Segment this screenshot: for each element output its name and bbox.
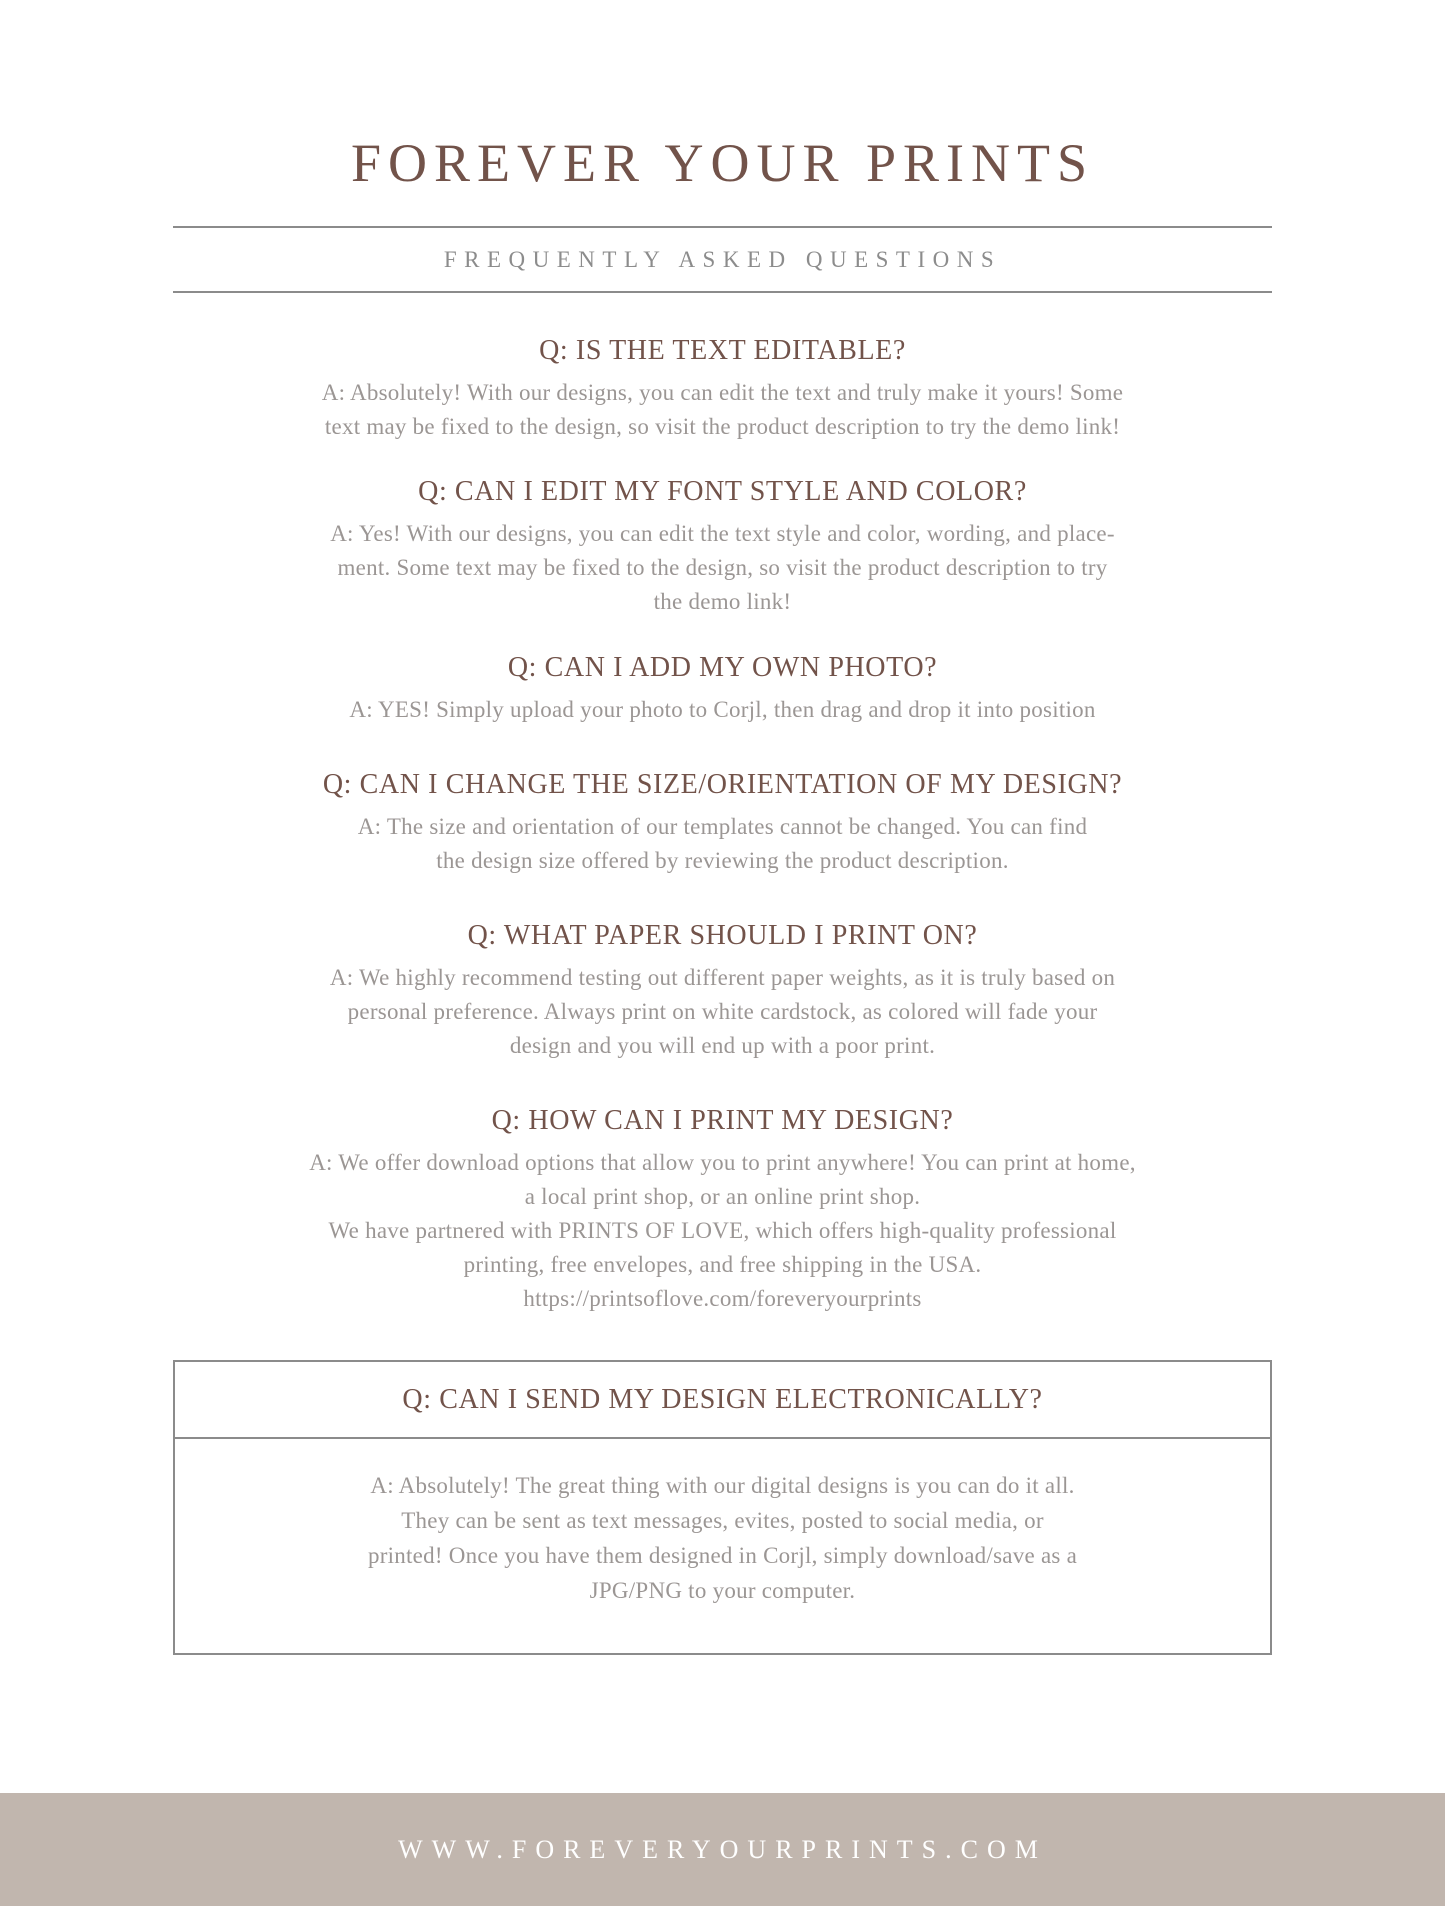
faq-question: Q: CAN I CHANGE THE SIZE/ORIENTATION OF MY DESIGN?	[322, 768, 1123, 800]
faq-answer	[173, 961, 1272, 1063]
boxed-faq-header	[175, 1362, 1270, 1439]
divider-bottom	[173, 291, 1272, 293]
page-title: FOREVER YOUR PRINTS	[350, 133, 1095, 194]
faq-question: Q: CAN I EDIT MY FONT STYLE AND COLOR?	[418, 476, 1027, 508]
faq-answer	[173, 810, 1272, 878]
boxed-faq	[173, 1360, 1272, 1655]
faq-answer-line: a local print shop, or an online print shop.	[524, 1183, 921, 1209]
boxed-faq-answer	[215, 1469, 1230, 1609]
boxed-faq-answer-line: printed! Once you have them designed in Corjl, simply download/save as a	[367, 1542, 1078, 1568]
faq-answer-line: the demo link!	[653, 589, 792, 615]
printsoflove-link[interactable]: https://printsoflove.com/foreveryourprints	[523, 1285, 922, 1311]
faq-answer-line: personal preference. Always print on white cardstock, as colored will fade your	[347, 998, 1098, 1024]
footer-bar	[0, 1793, 1445, 1906]
faq-answer-line: A: Yes! With our designs, you can edit the text style and color, wording, and place-	[330, 521, 1115, 547]
footer-website[interactable]: WWW.FOREVERYOURPRINTS.COM	[398, 1834, 1047, 1864]
faq-item	[173, 650, 1272, 727]
boxed-faq-answer-line: JPG/PNG to your computer.	[589, 1577, 856, 1603]
faq-list	[173, 309, 1272, 1316]
faq-question: Q: WHAT PAPER SHOULD I PRINT ON?	[467, 919, 978, 951]
faq-answer-line: the design size offered by reviewing the product description.	[436, 847, 1009, 873]
faq-answer-line: design and you will end up with a poor print.	[509, 1032, 936, 1058]
section-header-band	[173, 226, 1272, 293]
faq-answer-line: A: The size and orientation of our templates cannot be changed. You can find	[357, 813, 1088, 839]
faq-answer-line: A: We highly recommend testing out different paper weights, as it is truly based on	[329, 964, 1116, 990]
faq-item	[173, 918, 1272, 1063]
faq-answer-line: printing, free envelopes, and free shipping in the USA.	[463, 1251, 982, 1277]
faq-answer-line: ment. Some text may be fixed to the design, so visit the product description to try	[337, 555, 1108, 581]
faq-answer	[173, 376, 1272, 444]
document-content	[0, 36, 1445, 1654]
faq-answer	[173, 517, 1272, 619]
boxed-faq-answer-line: They can be sent as text messages, evites, posted to social media, or	[401, 1507, 1044, 1533]
faq-item	[173, 1103, 1272, 1316]
faq-answer-line: We have partnered with PRINTS OF LOVE, which offers high-quality professional	[328, 1217, 1117, 1243]
faq-document-page	[0, 36, 1445, 1906]
faq-answer-line: text may be fixed to the design, so visit the product description to try the demo link!	[324, 414, 1121, 440]
faq-answer-line: A: YES! Simply upload your photo to Corjl, then drag and drop it into position	[349, 696, 1096, 722]
boxed-faq-body	[175, 1439, 1270, 1653]
faq-question: Q: IS THE TEXT EDITABLE?	[539, 335, 906, 367]
faq-answer-line: A: Absolutely! With our designs, you can edit the text and truly make it yours! Some	[321, 380, 1124, 406]
faq-item	[173, 767, 1272, 878]
faq-item	[173, 333, 1272, 444]
faq-answer	[173, 693, 1272, 727]
faq-question: Q: HOW CAN I PRINT MY DESIGN?	[491, 1104, 954, 1136]
boxed-faq-question: Q: CAN I SEND MY DESIGN ELECTRONICALLY?	[402, 1383, 1043, 1415]
faq-answer	[173, 1146, 1272, 1316]
faq-question: Q: CAN I ADD MY OWN PHOTO?	[507, 651, 938, 683]
faq-answer-line: A: We offer download options that allow you to print anywhere! You can print at home,	[309, 1149, 1136, 1175]
faq-item	[173, 474, 1272, 619]
boxed-faq-answer-line: A: Absolutely! The great thing with our digital designs is you can do it all.	[370, 1472, 1075, 1498]
section-label: FREQUENTLY ASKED QUESTIONS	[443, 247, 1002, 273]
